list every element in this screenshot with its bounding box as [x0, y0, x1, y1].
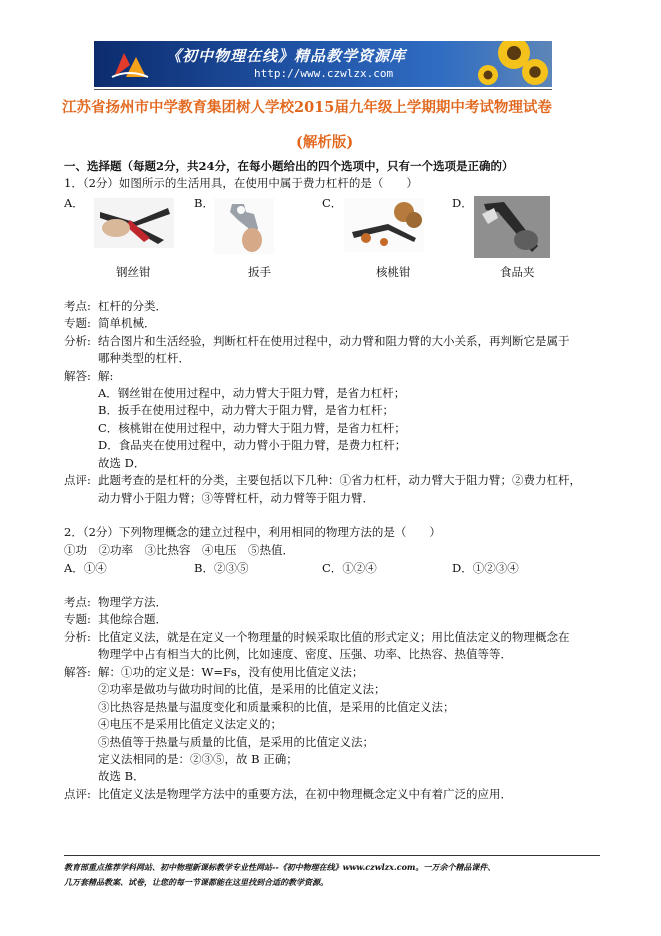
option-c-caption: 核桃钳	[376, 265, 411, 279]
q2-zhuanti: 其他综合题．	[98, 612, 167, 626]
q2-answer-line: ⑤热值等于热量与质量的比值，是采用的比值定义法；	[98, 735, 374, 749]
q2-answer-line: 定义法相同的是：②③⑤，故 B 正确；	[98, 752, 298, 766]
q1-kaodian: 杠杆的分类．	[98, 299, 167, 313]
site-logo-icon	[110, 47, 150, 81]
q1-zhuanti: 简单机械．	[98, 316, 156, 330]
q2-fenxi-label: 分析:	[64, 630, 91, 644]
header-divider	[94, 89, 552, 90]
q2-option-d	[452, 560, 519, 577]
option-b-letter: B．	[194, 196, 214, 210]
q2-option-a-letter: A．	[64, 561, 84, 575]
q2-option-a-value: ①④	[83, 561, 107, 575]
page-subtitle: (解析版)	[296, 134, 354, 151]
q2-fenxi-line2: 物理学中占有相当大的比例，比如速度、密度、压强、功率、比热容、热值等等．	[98, 647, 512, 661]
footer-line2: 几万套精品教案、试卷，让您的每一节课都能在这里找到合适的教学资源。	[64, 877, 328, 887]
q2-answer-line: ③比热容是热量与温度变化和质量乘积的比值，是采用的比值定义法；	[98, 700, 455, 714]
q2-option-a	[64, 560, 107, 577]
q2-fenxi-line1: 比值定义法，就是在定义一个物理量的时候采取比值的形式定义；用比值法定义的物理概念在	[98, 630, 570, 644]
q2-answer-line: 故选 B．	[98, 769, 145, 783]
q1-jieda-label: 解答:	[64, 369, 91, 383]
section-header: 一、选择题（每题2分，共24分，在每小题给出的四个选项中，只有一个选项是正确的）	[64, 159, 514, 173]
q2-kaodian: 物理学方法．	[98, 595, 167, 609]
q1-answer-line: B．扳手在使用过程中，动力臂大于阻力臂，是省力杠杆；	[98, 403, 394, 417]
question-2-items: ①功 ②功率 ③比热容 ④电压 ⑤热值．	[64, 543, 294, 557]
option-b-caption: 扳手	[248, 265, 271, 279]
q2-answer-line: ②功率是做功与做功时间的比值，是采用的比值定义法；	[98, 682, 386, 696]
q1-answer-line: A．钢丝钳在使用过程中，动力臂大于阻力臂，是省力杠杆；	[98, 386, 406, 400]
q1-fenxi-line2: 哪种类型的杠杆．	[98, 351, 190, 365]
pliers-image	[94, 198, 174, 248]
q1-answer-line: 故选 D．	[98, 456, 146, 470]
sunflower-icon	[522, 59, 548, 85]
q2-option-b	[194, 560, 248, 577]
wrench-image	[214, 198, 274, 254]
q2-option-b-letter: B．	[194, 561, 214, 575]
q2-option-c-letter: C．	[322, 561, 343, 575]
q2-kaodian-label: 考点:	[64, 595, 91, 609]
q2-option-d-letter: D．	[452, 561, 473, 575]
q2-dianping-label: 点评:	[64, 787, 91, 801]
question-1-stem: 1．（2分）如图所示的生活用具，在使用中属于费力杠杆的是（ ）	[64, 176, 418, 190]
question-2-stem: 2．（2分）下列物理概念的建立过程中，利用相同的物理方法的是（ ）	[64, 525, 441, 539]
q1-dianping-label: 点评:	[64, 473, 91, 487]
option-d-caption: 食品夹	[500, 265, 535, 279]
banner-url[interactable]: http://www.czwlzx.com	[254, 67, 394, 80]
q2-option-b-value: ②③⑤	[213, 561, 249, 575]
q2-answer-line: 解：①功的定义是：W=Fs，没有使用比值定义法；	[98, 665, 364, 679]
q1-dianping-line2: 动力臂小于阻力臂；③等臂杠杆，动力臂等于阻力臂．	[98, 491, 374, 505]
footer-divider	[64, 855, 600, 856]
banner-title: 《初中物理在线》精品教学资源库	[166, 47, 407, 65]
nutcracker-image	[344, 198, 424, 252]
q1-answer-line: D．食品夹在使用过程中，动力臂小于阻力臂，是费力杠杆；	[98, 438, 407, 452]
q2-answer-line: ④电压不是采用比值定义法定义的；	[98, 717, 282, 731]
q1-zhuanti-label: 专题:	[64, 316, 91, 330]
q2-option-c	[322, 560, 377, 577]
q2-jieda-label: 解答:	[64, 665, 91, 679]
q2-zhuanti-label: 专题:	[64, 612, 91, 626]
q2-option-c-value: ①②④	[342, 561, 377, 575]
option-d-letter: D．	[452, 196, 473, 210]
option-c-letter: C．	[322, 196, 343, 210]
option-a-caption: 钢丝钳	[116, 265, 151, 279]
footer-line1: 教育部重点推荐学科网站、初中物理新课标教学专业性网站--《初中物理在线》www.czwlzx.com。一万余个精品课件、	[64, 862, 496, 872]
option-a-letter: A．	[64, 196, 84, 210]
q1-kaodian-label: 考点:	[64, 299, 91, 313]
q1-fenxi-line1: 结合图片和生活经验，判断杠杆在使用过程中，动力臂和阻力臂的大小关系，再判断它是属于	[98, 334, 570, 348]
q2-option-d-value: ①②③④	[472, 561, 519, 575]
page-title: 江苏省扬州市中学教育集团树人学校2015届九年级上学期期中考试物理试卷	[62, 99, 552, 116]
food-tongs-image	[474, 196, 550, 258]
q2-dianping: 比值定义法是物理学方法中的重要方法，在初中物理概念定义中有着广泛的应用．	[98, 787, 512, 801]
q1-fenxi-label: 分析:	[64, 334, 91, 348]
q1-answer-line: C．核桃钳在使用过程中，动力臂大于阻力臂，是省力杠杆；	[98, 421, 406, 435]
sunflower-icon	[478, 65, 498, 85]
header-banner	[94, 41, 552, 87]
q1-jie: 解:	[98, 369, 114, 383]
q1-dianping-line1: 此题考查的是杠杆的分类，主要包括以下几种：①省力杠杆，动力臂大于阻力臂；②费力杠杆，	[98, 473, 581, 487]
